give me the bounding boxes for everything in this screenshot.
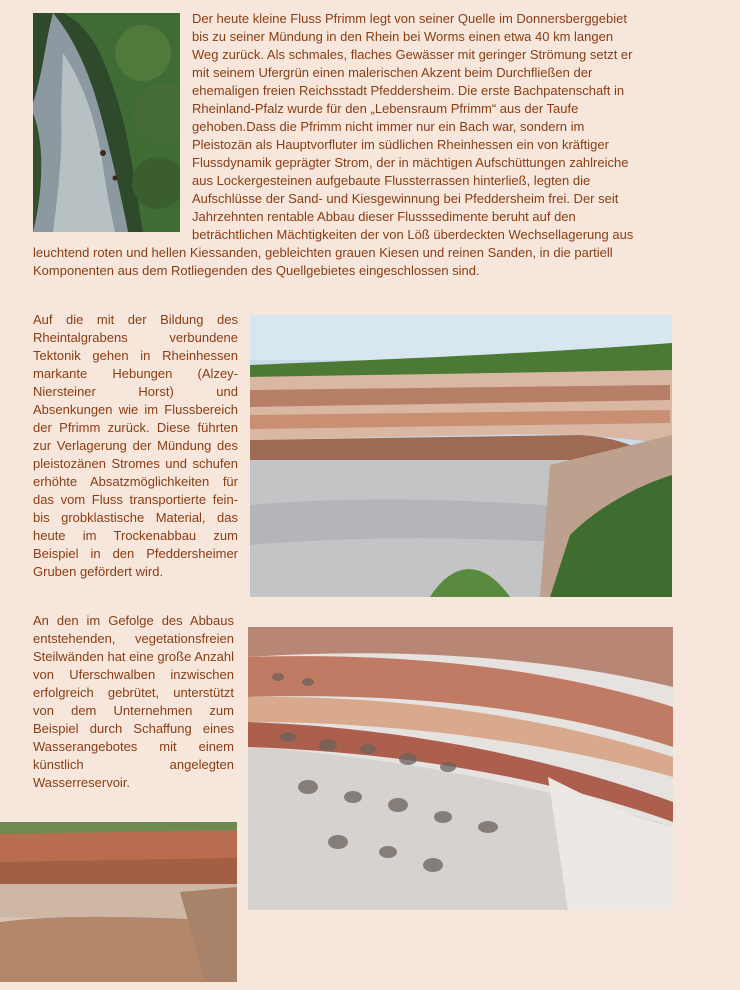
- photo-swallow-nests: [248, 627, 673, 910]
- intro-paragraph: [33, 10, 638, 280]
- photo-sand-pit: [250, 315, 672, 597]
- photo-spacer: [33, 10, 192, 235]
- swallows-paragraph: An den im Gefolge des Abbaus entstehenden, vegetationsfreien Steilwänden hat eine große Anzahl von Uferschwalben inzwischen erfolgreich gebrütet, unterstützt von dem Unternehmen zum Beispiel durch Schaffung eines Wasserangebotes mit einem künstlich angelegten Wasserreservoir.: [33, 613, 234, 790]
- tectonics-paragraph: Auf die mit der Bildung des Rheintalgrabens verbundene Tektonik gehen in Rheinhessen markante Hebungen (Alzey-Niersteiner Horst) und Absenkungen wie im Flussbereich der Pfrimm zurück. Diese führten zur Verlagerung der Mündung des pleistozänen Stromes und schufen erhöhte Absatzmöglichkeiten für das vom Fluss transportierte fein- bis grobklastische Material, das heute im Trockenabbau zum Beispiel in den Pfeddersheimer Gruben gefördert wird.: [33, 312, 238, 579]
- photo-water-reservoir: [0, 822, 237, 982]
- intro-text: Der heute kleine Fluss Pfrimm legt von seiner Quelle im Donnersberggebiet bis zu seiner Mündung in den Rhein bei Worms einen etwa 40 km langen Weg zurück. Als schmales, flaches Gewässer mit geringer Strömung setzt er mit seinem Ufergrün einen malerischen Akzent beim Durchfließen der ehemaligen freien Reichsstadt Pfeddersheim. Die erste Bachpatenschaft in Rheinland-Pfalz wurde für den „Lebensraum Pfrimm“ aus der Taufe gehoben.Dass die Pfrimm nicht immer nur ein Bach war, sondern im Pleistozän als Hauptvorfluter im südlichen Rheinhessen ein von kräftiger Flussdynamik geprägter Strom, der in mächtigen Aufschüttungen zahlreiche aus Lockergesteinen aufgebaute Flussterrassen hinterließ, legten die Aufschlüsse der Sand- und Kiesgewinnung bei Pfeddersheim frei. Der seit Jahrzehnten rentable Abbau dieser Flusssedimente beruht auf den beträchtlichen Mächtigkeiten der von Löß überdeckten Wechsellagerung aus leuchtend roten und hellen Kiessanden, gebleichten grauen Kiesen und reinen Sanden, in die partiell Komponenten aus dem Rotliegenden des Quellgebietes eingeschlossen sind.: [33, 11, 634, 278]
